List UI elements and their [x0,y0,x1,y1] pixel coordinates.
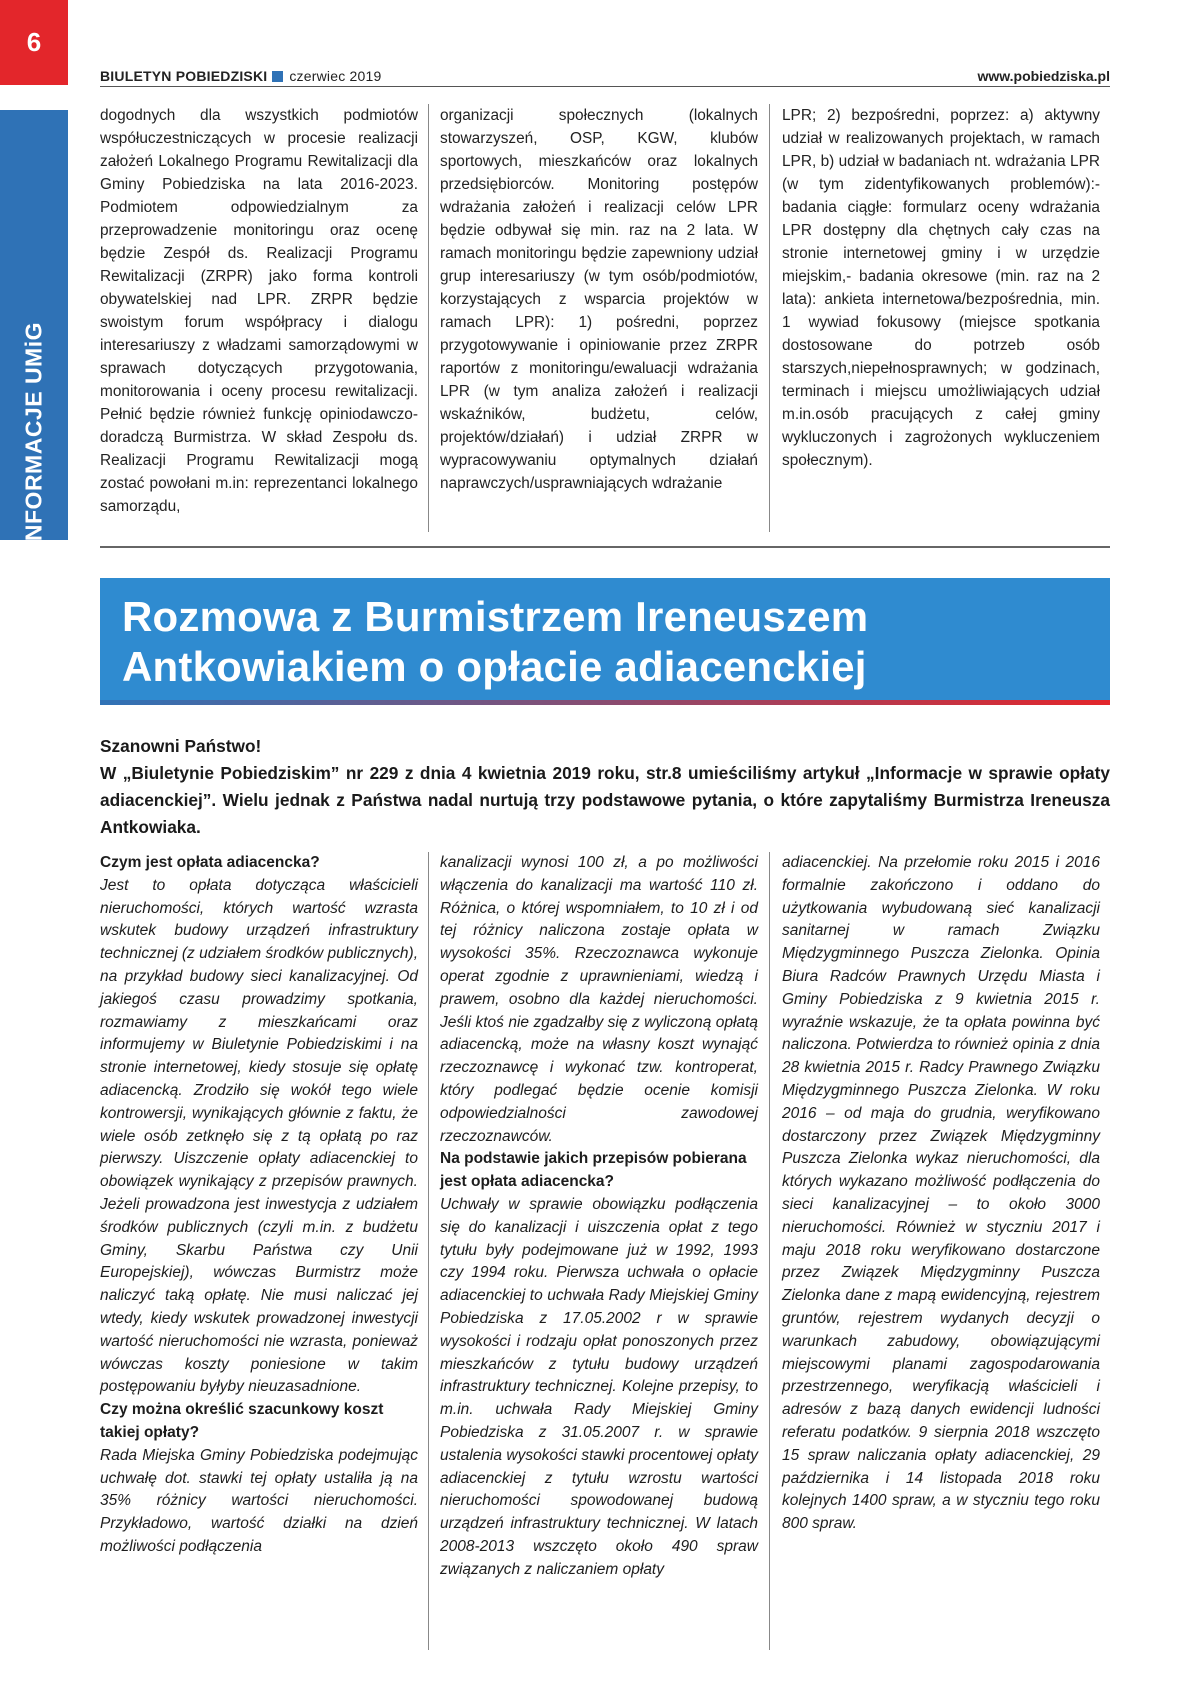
question-heading: Czym jest opłata adiacencka? [100,854,320,871]
issue-date: czerwiec 2019 [289,68,382,84]
answer-text: kanalizacji wynosi 100 zł, a po możliwości włączenia do kanalizacji ma wartość 110 zł. Różnica, o której wspomniałem, to 10 zł i od tej różnicy naliczona zostaje opłata w wysokości 35%. Rzeczoznawca wykonuje operat zgodnie z uprawnieniami, wiedzą i prawem, osobno dla każdej nieruchomości. Jeśli ktoś nie zgadzałby się z wyliczoną opłatą adiacencką, może na własny koszt wynająć rzeczoznawcę i wykonać tzw. kontroperat, który podlegać będzie ocenie komisji odpowiedzialności zawodowej rzeczoznawców. [440,854,758,1145]
question-heading: Czy można określić szacunkowy koszt takiej opłaty? [100,1401,384,1441]
question-heading: Na podstawie jakich przepisów pobierana jest opłata adiacencka? [440,1150,747,1191]
greeting: Szanowni Państwo! [100,736,262,756]
article-intro [100,733,1110,841]
top-column-2-text: organizacji społecznych (lokalnych stowarzyszeń, OSP, KGW, klubów sportowych, mieszkańców oraz lokalnych przedsiębiorców. Monitoring postępów wdrażania założeń i realizacji celów LPR będzie odbywał się min. raz na 2 lata. W ramach monitoringu będzie zapewniony udział grup interesariuszy (w tym osób/podmiotów, korzystających z wsparcia projektów w ramach LPR): 1) pośredni, poprzez przygotowywanie i opiniowanie przez ZRPR raportów z monitoringu/ewaluacji wdrażania LPR (w tym analiza założeń i realizacji wskaźników, budżetu, celów, projektów/działań) i udział ZRPR w wypracowywaniu optymalnych działań naprawczych/usprawniających wdrażanie [440,107,758,492]
section-sidebar [0,110,68,548]
answer-text: adiacenckiej. Na przełomie roku 2015 i 2016 formalnie zakończono i oddano do użytkowania wybudowaną sieć kanalizacji sanitarnej w ramach Związku Międzygminnego Puszcza Zielonka. Opinia Biura Radców Prawnych Urzędu Miasta i Gminy Pobiedziska z 9 kwietnia 2015 r. wyraźnie wskazuje, że ta opłata powinna być naliczona. Potwierdza to również opinia z dnia 28 kwietnia 2015 r. Radcy Prawnego Związku Międzygminnego Puszcza Zielonka. W roku 2016 – od maja do grudnia, weryfikowano dostarczony przez Związek Międzygminny Puszcza Zielonka wykaz nieruchomości, dla których wykazano możliwość podłączenia do sieci kanalizacyjnej – to około 3000 nieruchomości. Również w styczniu 2017 i maju 2018 roku weryfikowano dostarczone przez Związek Międzygminny Puszcza Zielonka dane z mapą ewidencyjną, rejestrem gruntów, rejestrem wydanych decyzji o warunkach zabudowy, obowiązującymi miejscowymi planami zagospodarowania przestrzennego, weryfikacją właścicieli i adresów z bazą danych ewidencji ludności referatu podatków. 9 sierpnia 2018 wszczęto 15 spraw naliczania opłaty adiacenckiej, 29 października i 14 listopada 2018 roku kolejnych 1400 spraw, a w styczniu tego roku 800 spraw. [782,854,1100,1533]
article-title-box [100,578,1110,703]
top-column-3-text: LPR; 2) bezpośredni, poprzez: a) aktywny udział w realizowanych projektach, w ramach LPR, b) udział w badaniach nt. wdrażania LPR (w tym zidentyfikowanych problemów):- badania ciągłe: formularz oceny wdrażania LPR dostępny dla chętnych cały czas na stronie internetowej gminy i w urzędzie miejskim,- badania okresowe (min. raz na 2 lata): ankieta internetowa/bezpośrednia, min. 1 wywiad fokusowy (miejsce spotkania dostosowane do potrzeb osób starszych,niepełnosprawnych; w godzinach, terminach i miejscu umożliwiających udział m.in.osób pracujących z całej gminy wykluczonych i zagrożonych wykluczeniem społecznym). [782,107,1100,469]
top-column-1-text: dogodnych dla wszystkich podmiotów współuczestniczących w procesie realizacji założeń Lokalnego Programu Rewitalizacji dla Gminy Pobiedziska na lata 2016-2023. Podmiotem odpowiedzialnym za przeprowadzenie monitoringu oraz ocenę będzie Zespół ds. Realizacji Programu Rewitalizacji (ZRPR) jako forma kontroli obywatelskiej nad LPR. ZRPR będzie swoistym forum współpracy i dialogu interesariuszy z władzami samorządowymi w sprawach dotyczących przygotowania, monitorowania i oceny procesu rewitalizacji. Pełnić będzie również funkcję opiniodawczo-doradczą Burmistrza. W skład Zespołu ds. Realizacji Programu Rewitalizacji mogą zostać powołani m.in: reprezentanci lokalnego samorządu, [100,107,418,515]
column-divider [428,104,429,532]
article-column-2 [440,852,758,1582]
sidebar-label: INFORMACJE UMiG [20,322,47,548]
page-header [100,66,1110,86]
article-title: Rozmowa z Burmistrzem Ireneuszem Antkowiakiem o opłacie adiacenckiej [122,593,869,690]
header-square-icon [272,71,283,82]
header-left [100,68,381,84]
article-column-1 [100,852,418,1559]
column-divider [769,852,770,1650]
top-column-2 [440,104,758,534]
column-divider [769,104,770,532]
title-accent-bar [100,700,1110,705]
article-column-3 [782,852,1100,1536]
page-number: 6 [0,0,68,85]
intro-text: W „Biuletynie Pobiedziskim” nr 229 z dnia 4 kwietnia 2019 roku, str.8 umieściliśmy artykuł „Informacje w sprawie opłaty adiacenckiej”. Wielu jednak z Państwa nadal nurtują trzy podstawowe pytania, o które zapytaliśmy Burmistrza Ireneusza Antkowiaka. [100,763,1110,837]
header-divider [100,86,1110,87]
answer-text: Rada Miejska Gminy Pobiedziska podejmując uchwałę dot. stawki tej opłaty ustaliła ją na 35% różnicy wartości nieruchomości. Przykładowo, wartość działki na dzień możliwości podłączenia [100,1446,418,1555]
section-divider [100,546,1110,548]
column-divider [428,852,429,1650]
answer-text: Uchwały w sprawie obowiązku podłączenia się do kanalizacji i uiszczenia opłat z tego tytułu były podejmowane już w 1992, 1993 czy 1994 roku. Pierwsza uchwała o opłacie adiacenckiej to uchwała Rady Miejskiej Gminy Pobiedziska z 17.05.2002 r w sprawie wysokości i rodzaju opłat ponoszonych przez mieszkańców z tytułu budowy urządzeń infrastruktury technicznej. Kolejne przepisy, to m.in. uchwała Rady Miejskiej Gminy Pobiedziska z 31.05.2007 r. w sprawie ustalenia wysokości stawki procentowej opłaty adiacenckiej z tytułu wzrostu wartości nieruchomości spowodowanej budową urządzeń infrastruktury technicznej. W latach 2008-2013 wszczęto około 490 spraw związanych z naliczaniem opłaty [440,1195,758,1578]
publication-name: BIULETYN POBIEDZISKI [100,68,268,84]
answer-text: Jest to opłata dotycząca właścicieli nieruchomości, których wartość wzrasta wskutek budowy urządzeń infrastruktury technicznej (z udziałem środków publicznych), na przykład budowy sieci kanalizacyjnej. Od jakiegoś czasu prowadzimy spotkania, rozmawiamy z mieszkańcami oraz informujemy w Biuletynie Pobiedziskimi i na stronie internetowej, kiedy stosuje się opłatę adiacencką. Zrodziło się wokół tego wiele kontrowersji, wynikających głównie z faktu, że wiele osób zetknęło się z tą opłatą po raz pierwszy. Uiszczenie opłaty adiacenckiej to obowiązek wynikający z przepisów prawnych. Jeżeli prowadzona jest inwestycja z udziałem środków publicznych (czyli m.in. z budżetu Gminy, Skarbu Państwa czy Unii Europejskiej), wówczas Burmistrz może naliczyć taką opłatę. Nie musi naliczać jej wtedy, kiedy wskutek prowadzonej inwestycji wartość nieruchomości nie wzrasta, ponieważ wówczas koszty poniesione w takim postępowaniu byłyby nieuzasadnione. [100,876,418,1396]
website-link[interactable]: www.pobiedziska.pl [977,68,1110,84]
top-column-3 [782,104,1100,534]
top-column-1 [100,104,418,534]
